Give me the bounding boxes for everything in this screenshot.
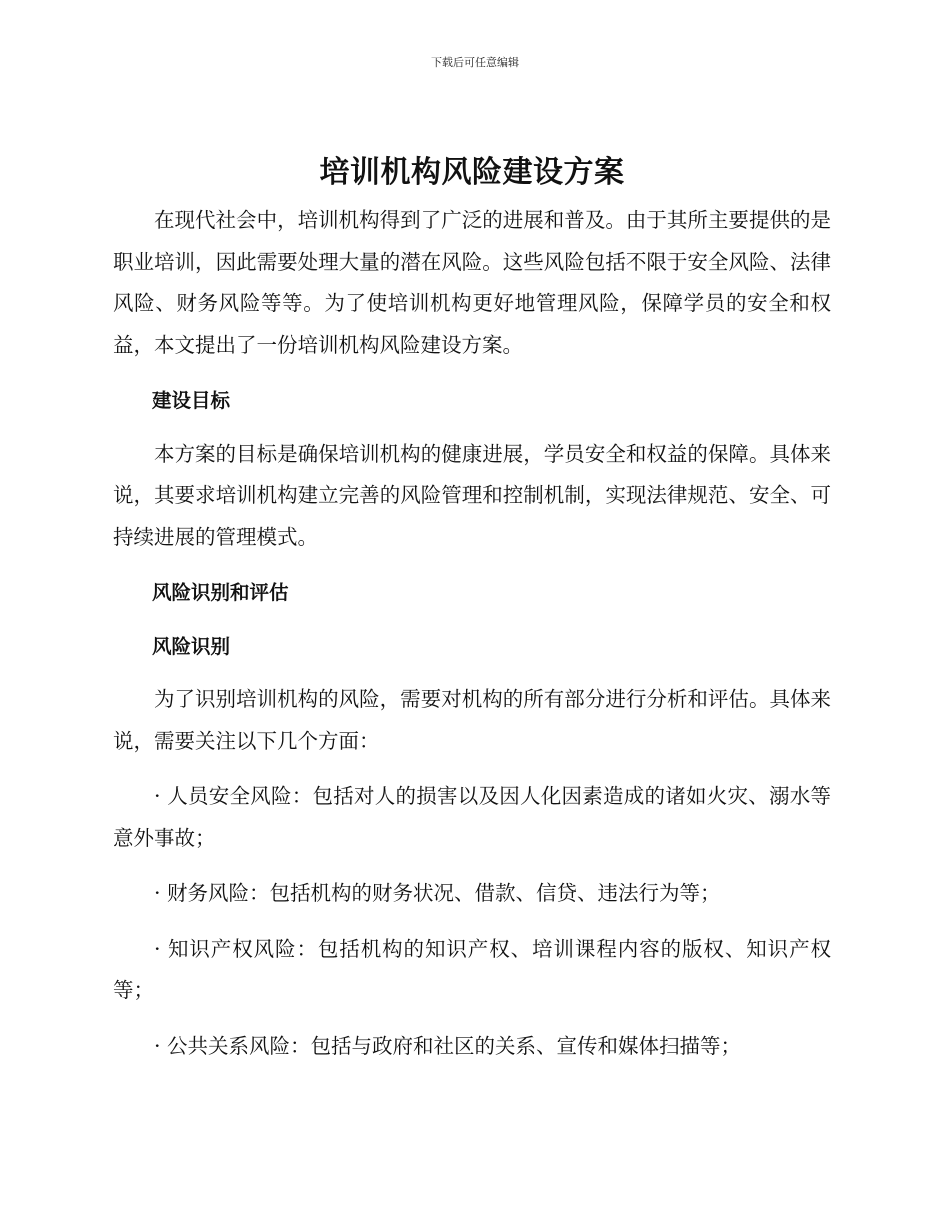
section-heading-goals: 建设目标 <box>152 389 231 412</box>
goals-paragraph: 本方案的目标是确保培训机构的健康进展，学员安全和权益的保障。具体来说，其要求培训机构建立完善的风险管理和控制机制，实现法律规范、安全、可持续进展的管理模式。 <box>113 441 831 549</box>
list-item: · 公共关系风险：包括与政府和社区的关系、宣传和媒体扫描等； <box>154 1033 742 1058</box>
list-item: · 人员安全风险：包括对人的损害以及因人化因素造成的诸如火灾、溺水等意外事故； <box>113 784 831 850</box>
document-title: 培训机构风险建设方案 <box>319 155 625 190</box>
risk-identification-paragraph: 为了识别培训机构的风险，需要对机构的所有部分进行分析和评估。具体来说，需要关注以下几个方面： <box>113 687 831 753</box>
list-item: · 财务风险：包括机构的财务状况、借款、信贷、违法行为等； <box>154 881 721 905</box>
header-note: 下载后可任意编辑 <box>431 56 519 69</box>
list-item: · 知识产权风险：包括机构的知识产权、培训课程内容的版权、知识产权等； <box>113 936 831 1002</box>
subsection-heading-risk-identification: 风险识别 <box>152 634 231 658</box>
intro-paragraph: 在现代社会中，培训机构得到了广泛的进展和普及。由于其所主要提供的是职业培训，因此需要处理大量的潜在风险。这些风险包括不限于安全风险、法律风险、财务风险等等。为了使培训机构更好地管理风险，保障学员的安全和权益，本文提出了一份培训机构风险建设方案。 <box>113 208 831 357</box>
document-body <box>113 148 831 1081</box>
section-heading-risk-assessment: 风险识别和评估 <box>152 581 289 604</box>
